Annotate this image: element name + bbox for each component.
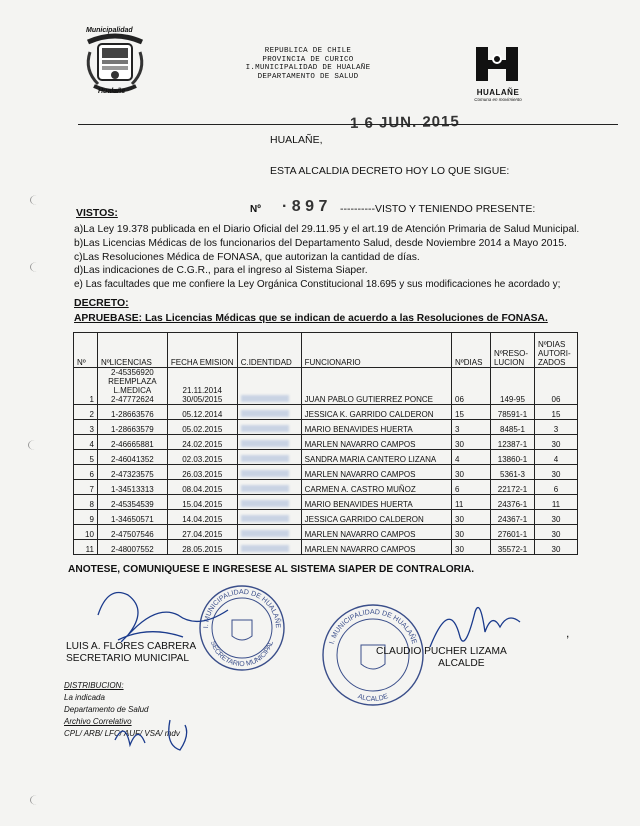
- redacted-id-cell: [237, 368, 301, 405]
- vistos-title: VISTOS:: [76, 207, 118, 219]
- distribution-line: CPL/ ARB/ LFC/ AUF/ VSA/ mdv: [64, 729, 180, 738]
- hualane-logo: [470, 45, 526, 103]
- table-cell: 2-46041352: [97, 450, 167, 465]
- redaction-mark: [241, 485, 289, 492]
- visto-item: e) Las facultades que me confiere la Ley Orgánica Constitucional 18.695 y sus modificaciones he acordado y;: [74, 279, 561, 291]
- secretary-name: LUIS A. FLORES CABRERA: [66, 641, 197, 652]
- table-cell: 22172-1: [490, 480, 534, 495]
- table-cell: 1-34513313: [97, 480, 167, 495]
- table-cell: 6: [74, 465, 98, 480]
- header-cell: Nº: [74, 333, 98, 368]
- seal-bottom-text: SECRETARIO MUNICIPAL: [208, 640, 276, 669]
- table-row: [74, 540, 578, 555]
- redaction-mark: [241, 440, 289, 447]
- header-line: PROVINCIA DE CURICO: [262, 55, 354, 64]
- table-cell: 15.04.2015: [167, 495, 237, 510]
- header-line: DEPARTAMENTO DE SALUD: [257, 72, 359, 81]
- redacted-id-cell: [237, 540, 301, 555]
- table-header-row: [74, 333, 578, 368]
- table-cell: 30: [452, 525, 491, 540]
- table-cell: 30: [452, 465, 491, 480]
- crest-bottom-text: Hualañe: [98, 88, 126, 95]
- svg-text:ALCALDE: [357, 693, 390, 703]
- table-cell: 6: [452, 480, 491, 495]
- table-cell: 5: [74, 450, 98, 465]
- visto-item: b)Las Licencias Médicas de los funcionarios del Departamento Salud, desde Noviembre 2014 a Mayo 2015.: [74, 237, 567, 249]
- table-cell: 8485-1: [490, 420, 534, 435]
- vistos-list: [74, 223, 579, 292]
- header-cell: NºDIAS AUTORI-ZADOS: [534, 333, 577, 368]
- table-cell: MARLEN NAVARRO CAMPOS: [301, 540, 451, 555]
- table-cell: 06: [452, 368, 491, 405]
- table-cell: 3: [74, 420, 98, 435]
- mayor-name: CLAUDIO PUCHER LIZAMA: [376, 646, 507, 657]
- table-row: [74, 420, 578, 435]
- distribution-line: Archivo Correlativo: [64, 717, 132, 726]
- table-cell: 2-48007552: [97, 540, 167, 555]
- seal-bottom-text: ALCALDE: [356, 693, 390, 703]
- secretary-role: SECRETARIO MUNICIPAL: [66, 653, 190, 664]
- table-cell: 2-46665881: [97, 435, 167, 450]
- table-row: [74, 480, 578, 495]
- table-row: [74, 435, 578, 450]
- table-cell: 30: [534, 435, 577, 450]
- table-cell: 6: [534, 480, 577, 495]
- initials-scribble: [110, 715, 200, 755]
- decree-number: · 8 9 7: [282, 198, 328, 215]
- table-cell: JESSICA GARRIDO CALDERON: [301, 510, 451, 525]
- mayor-block: [376, 646, 507, 670]
- table-cell: MARIO BENAVIDES HUERTA: [301, 495, 451, 510]
- redaction-mark: [241, 410, 289, 417]
- table-cell: 24376-1: [490, 495, 534, 510]
- table-cell: 27.04.2015: [167, 525, 237, 540]
- redacted-id-cell: [237, 405, 301, 420]
- intro-text: ESTA ALCALDIA DECRETO HOY LO QUE SIGUE:: [270, 165, 510, 177]
- table-cell: 78591-1: [490, 405, 534, 420]
- redacted-id-cell: [237, 465, 301, 480]
- table-cell: 14.04.2015: [167, 510, 237, 525]
- table-cell: JESSICA K. GARRIDO CALDERON: [301, 405, 451, 420]
- document-header: [228, 47, 388, 81]
- table-row: [74, 368, 578, 405]
- redaction-mark: [241, 395, 289, 402]
- table-cell: 28.05.2015: [167, 540, 237, 555]
- seal-top-text: I. MUNICIPALIDAD DE HUALAÑE: [328, 608, 418, 645]
- table-cell: CARMEN A. CASTRO MUÑOZ: [301, 480, 451, 495]
- margin-hole-mark: [28, 440, 41, 450]
- table-cell: 3: [452, 420, 491, 435]
- table-cell: 12387-1: [490, 435, 534, 450]
- licenses-table: [73, 332, 578, 555]
- header-cell: C.IDENTIDAD: [237, 333, 301, 368]
- replacement-note-line: L.MEDICA: [113, 386, 152, 395]
- table-cell: 5361-3: [490, 465, 534, 480]
- table-cell: MARLEN NAVARRO CAMPOS: [301, 435, 451, 450]
- distribution-line: La indicada: [64, 693, 105, 702]
- distribution-title: DISTRIBUCION:: [64, 681, 124, 690]
- table-cell: 149-95: [490, 368, 534, 405]
- table-cell: 08.04.2015: [167, 480, 237, 495]
- redacted-id-cell: [237, 495, 301, 510]
- table-cell: [97, 368, 167, 405]
- table-cell: 24367-1: [490, 510, 534, 525]
- redacted-id-cell: [237, 450, 301, 465]
- redacted-id-cell: [237, 480, 301, 495]
- table-cell: 30: [534, 525, 577, 540]
- table-row: [74, 495, 578, 510]
- redaction-mark: [241, 470, 289, 477]
- table-cell: 11: [74, 540, 98, 555]
- table-cell: MARLEN NAVARRO CAMPOS: [301, 465, 451, 480]
- header-cell: FECHA EMISION: [167, 333, 237, 368]
- table-cell: 30: [534, 540, 577, 555]
- table-cell: 3: [534, 420, 577, 435]
- apruebase-text: APRUEBASE: Las Licencias Médicas que se indican de acuerdo a las Resoluciones de FONASA.: [74, 313, 548, 324]
- table-row: [74, 525, 578, 540]
- redacted-id-cell: [237, 435, 301, 450]
- decreto-title: DECRETO:: [74, 297, 129, 309]
- table-cell: 9: [74, 510, 98, 525]
- svg-text:I. MUNICIPALIDAD DE HUALAÑE: [329, 609, 418, 645]
- table-cell: MARLEN NAVARRO CAMPOS: [301, 525, 451, 540]
- redacted-id-cell: [237, 525, 301, 540]
- visto-item: c)Las Resoluciones Médica de FONASA, que autorizan la cantidad de días.: [74, 251, 420, 263]
- distribution-line: Departamento de Salud: [64, 705, 149, 714]
- table-cell: 1-28663579: [97, 420, 167, 435]
- table-cell: 1-34650571: [97, 510, 167, 525]
- redaction-mark: [241, 455, 289, 462]
- table-cell: 2-47323575: [97, 465, 167, 480]
- anotese-text: ANOTESE, COMUNIQUESE E INGRESESE AL SISTEMA SIAPER DE CONTRALORIA.: [68, 564, 475, 575]
- visto-item: d)Las indicaciones de C.G.R., para el ingreso al Sistema Siaper.: [74, 265, 368, 277]
- table-cell: 30: [452, 510, 491, 525]
- header-line: REPUBLICA DE CHILE: [264, 47, 352, 55]
- redacted-id-cell: [237, 510, 301, 525]
- redaction-mark: [241, 515, 289, 522]
- table-cell: 15: [534, 405, 577, 420]
- seal-top-text: I. MUNICIPALIDAD DE HUALAÑE: [202, 588, 282, 629]
- header-cell: NºRESO-LUCION: [490, 333, 534, 368]
- table-cell: 27601-1: [490, 525, 534, 540]
- table-cell: 11: [534, 495, 577, 510]
- secretary-block: [66, 641, 196, 665]
- cell-value: 2-47772624: [111, 395, 154, 404]
- visto-item: a)La Ley 19.378 publicada en el Diario Oficial del 29.11.95 y el art.19 de Atención Primaria de Salud Municipal.: [74, 224, 580, 235]
- table-cell: 4: [74, 435, 98, 450]
- table-cell: 05.12.2014: [167, 405, 237, 420]
- margin-hole-mark: [30, 195, 43, 205]
- header-cell: FUNCIONARIO: [301, 333, 451, 368]
- table-cell: 2-47507546: [97, 525, 167, 540]
- table-cell: 4: [534, 450, 577, 465]
- table-cell: 11: [452, 495, 491, 510]
- table-cell: 02.03.2015: [167, 450, 237, 465]
- margin-comma-mark: ,: [566, 626, 570, 640]
- redaction-mark: [241, 530, 289, 537]
- redaction-mark: [241, 425, 289, 432]
- previous-date: 21.11.2014: [182, 386, 222, 395]
- table-row: [74, 465, 578, 480]
- table-cell: 30: [534, 510, 577, 525]
- table-cell: 1: [74, 368, 98, 405]
- replacement-note-line: 2-45356920: [111, 368, 154, 377]
- table-cell: 4: [452, 450, 491, 465]
- table-cell: SANDRA MARIA CANTERO LIZANA: [301, 450, 451, 465]
- visto-teniendo-text: ----------VISTO Y TENIENDO PRESENTE:: [340, 203, 536, 215]
- table-cell: 15: [452, 405, 491, 420]
- crest-top-text: Municipalidad: [86, 27, 133, 34]
- table-cell: 2-45354539: [97, 495, 167, 510]
- date-stamp: 1 6 JUN. 2015: [349, 113, 460, 132]
- redaction-mark: [241, 500, 289, 507]
- table-cell: 1-28663576: [97, 405, 167, 420]
- table-cell: 24.02.2015: [167, 435, 237, 450]
- replacement-note-line: REEMPLAZA: [108, 377, 157, 386]
- margin-hole-mark: [30, 795, 43, 805]
- decree-prefix: Nº: [250, 204, 261, 215]
- table-row: [74, 405, 578, 420]
- logo-tagline: Comuna en movimiento: [474, 97, 522, 102]
- replacement-note: [101, 368, 164, 395]
- table-row: [74, 450, 578, 465]
- municipal-crest-logo: [80, 30, 150, 96]
- table-cell: 35572-1: [490, 540, 534, 555]
- table-cell: 10: [74, 525, 98, 540]
- header-cell: NºLICENCIAS: [97, 333, 167, 368]
- margin-hole-mark: [30, 262, 43, 272]
- header-cell: NºDIAS: [452, 333, 491, 368]
- table-cell: MARIO BENAVIDES HUERTA: [301, 420, 451, 435]
- mayor-role: ALCALDE: [438, 658, 485, 669]
- redaction-mark: [241, 545, 289, 552]
- logo-name: HUALAÑE: [476, 88, 520, 97]
- table-cell: 06: [534, 368, 577, 405]
- header-line: I.MUNICIPALIDAD DE HUALAÑE: [245, 64, 371, 72]
- table-cell: 2: [74, 405, 98, 420]
- table-cell: 30: [534, 465, 577, 480]
- table-cell: 05.02.2015: [167, 420, 237, 435]
- table-cell: 30: [452, 540, 491, 555]
- place-text: HUALAÑE,: [270, 134, 323, 146]
- header-divider: [78, 124, 618, 125]
- redacted-id-cell: [237, 420, 301, 435]
- table-cell: [167, 368, 237, 405]
- table-cell: 26.03.2015: [167, 465, 237, 480]
- cell-value: 30/05/2015: [182, 395, 223, 404]
- table-cell: 7: [74, 480, 98, 495]
- table-cell: JUAN PABLO GUTIERREZ PONCE: [301, 368, 451, 405]
- table-cell: 13860-1: [490, 450, 534, 465]
- table-row: [74, 510, 578, 525]
- table-cell: 8: [74, 495, 98, 510]
- table-cell: 30: [452, 435, 491, 450]
